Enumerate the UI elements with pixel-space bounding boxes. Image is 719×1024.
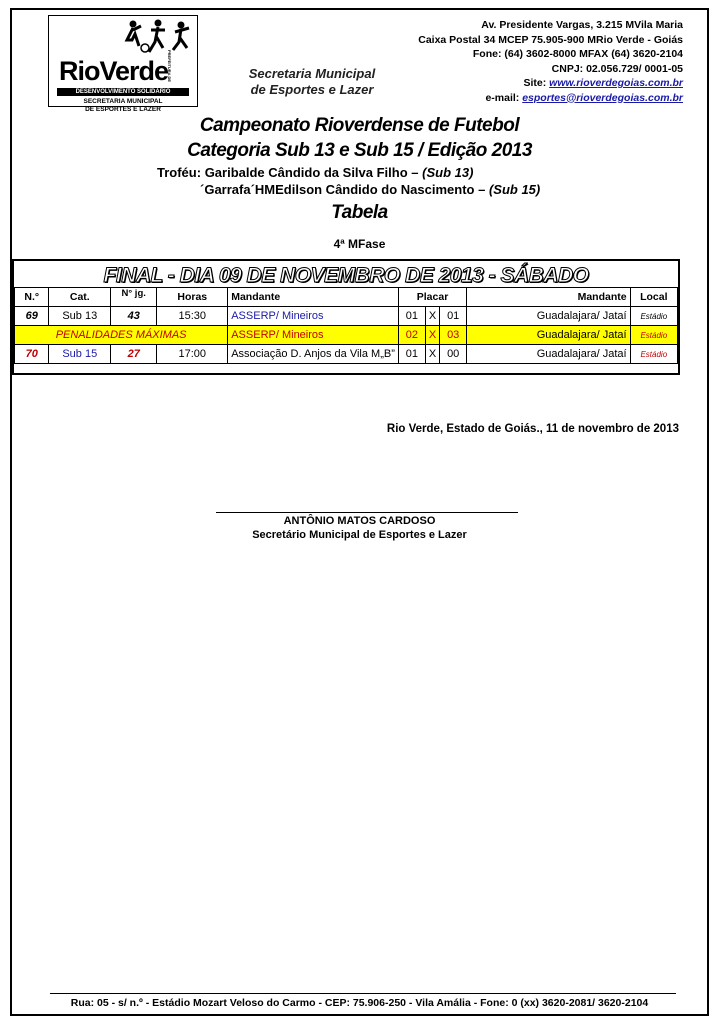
row-x: X — [425, 307, 439, 326]
site-label: Site: — [523, 77, 547, 89]
place-date: Rio Verde, Estado de Goiás., 11 de novembro de 2013 — [386, 423, 679, 435]
header-mandante2: Mandante — [467, 288, 630, 307]
row-cat: Sub 15 — [49, 345, 111, 364]
row-away: Guadalajara/ Jataí — [467, 326, 630, 345]
athletes-icon — [123, 18, 193, 56]
trofeu2-sub: (Sub 15) — [488, 182, 541, 197]
row-score2: 03 — [440, 326, 467, 345]
schedule-grid — [14, 287, 678, 364]
logo-prefeitura: PREFEITURA DE — [167, 50, 172, 83]
logo-sec-line1: SECRETARIA MUNICIPAL — [83, 98, 163, 105]
row-away: Guadalajara/ Jataí — [467, 345, 630, 364]
cnpj: CNPJ: 02.056.729/ 0001-05 — [551, 62, 683, 75]
row-hora: 17:00 — [157, 345, 228, 364]
table-header-row — [15, 288, 678, 307]
header-local: Local — [630, 288, 677, 307]
phone: Fone: (64) 3602-8000 MFAX (64) 3620-2104 — [472, 48, 683, 60]
secretaria-line2: de Esportes e Lazer — [250, 82, 374, 97]
header-jg: N° jg. — [111, 288, 157, 307]
header-mandante1: Mandante — [228, 288, 399, 307]
contact-block — [418, 18, 683, 105]
trofeu2-name: ´Garrafa´HMEdilson Cândido do Nascimento – — [200, 182, 486, 197]
logo-sec-line2: DE ESPORTES E LAZER — [85, 106, 161, 113]
header-horas: Horas — [157, 288, 228, 307]
row-num: 69 — [15, 307, 49, 326]
row-score1: 02 — [398, 326, 425, 345]
signature-line — [216, 512, 518, 513]
postal: Caixa Postal 34 MCEP 75.905-900 MRio Verde - Goiás — [418, 33, 683, 46]
row-home: ASSERP/ Mineiros — [228, 307, 399, 326]
trofeu-line2 — [200, 182, 540, 197]
trofeu1-sub: (Sub 13) — [422, 165, 474, 180]
email-label: e-mail: — [485, 91, 520, 104]
schedule-table — [12, 259, 680, 375]
row-x: X — [425, 345, 439, 364]
row-jg: 43 — [111, 307, 157, 326]
header-num: N.° — [15, 288, 49, 307]
trofeu-line1 — [157, 165, 473, 180]
tabela-title: Tabela — [331, 202, 388, 223]
row-x: X — [425, 326, 439, 345]
row-local: Estádio — [630, 307, 677, 326]
header-cat: Cat. — [49, 288, 111, 307]
logo-tagline: DESENVOLVIMENTO SOLIDÁRIO — [57, 88, 189, 96]
row-jg: 27 — [111, 345, 157, 364]
fase-label: 4ª MFase — [333, 237, 386, 251]
table-row-penalties — [15, 326, 678, 345]
final-banner: FINAL - DIA 09 DE NOVEMBRO DE 2013 - SÁBADO — [103, 264, 589, 287]
email-link[interactable]: esportes@rioverdegoias.com.br — [522, 91, 683, 104]
row-score1: 01 — [398, 345, 425, 364]
signer-title: Secretário Municipal de Esportes e Lazer — [252, 529, 467, 541]
row-num: 70 — [15, 345, 49, 364]
email-line — [418, 91, 683, 106]
row-cat: Sub 13 — [49, 307, 111, 326]
category-title: Categoria Sub 13 e Sub 15 / Edição 2013 — [187, 140, 532, 161]
logo-secretaria — [57, 98, 189, 114]
row-local: Estádio — [630, 345, 677, 364]
row-score2: 00 — [440, 345, 467, 364]
row-score2: 01 — [440, 307, 467, 326]
trofeu1-name: Garibalde Cândido da Silva Filho – — [204, 165, 419, 180]
footer-divider — [50, 993, 676, 994]
row-local: Estádio — [630, 326, 677, 345]
logo-name: RioVerde — [59, 56, 169, 86]
secretaria-line1: Secretaria Municipal — [248, 66, 376, 81]
header-placar: Placar — [398, 288, 466, 307]
row-away: Guadalajara/ Jataí — [467, 307, 630, 326]
logo — [48, 15, 198, 113]
row-hora: 15:30 — [157, 307, 228, 326]
table-row — [15, 345, 678, 364]
signer-name: ANTÔNIO MATOS CARDOSO — [283, 515, 436, 527]
secretaria-name — [232, 66, 392, 98]
row-home: ASSERP/ Mineiros — [228, 326, 399, 345]
penalties-label: PENALIDADES MÁXIMAS — [15, 326, 228, 345]
address: Av. Presidente Vargas, 3.215 MVila Maria — [481, 19, 683, 31]
trofeu-label: Troféu: — [157, 165, 202, 180]
footer-address: Rua: 05 - s/ n.º - Estádio Mozart Veloso do Carmo - CEP: 75.906-250 - Vila Amália - Fone: 0 (xx) 3620-2081/ 3620-2104 — [70, 997, 649, 1009]
site-link[interactable]: www.rioverdegoias.com.br — [549, 77, 683, 89]
championship-title: Campeonato Rioverdense de Futebol — [199, 115, 520, 136]
site-line — [418, 76, 683, 91]
row-home: Associação D. Anjos da Vila M„B” — [228, 345, 399, 364]
table-row — [15, 307, 678, 326]
row-score1: 01 — [398, 307, 425, 326]
